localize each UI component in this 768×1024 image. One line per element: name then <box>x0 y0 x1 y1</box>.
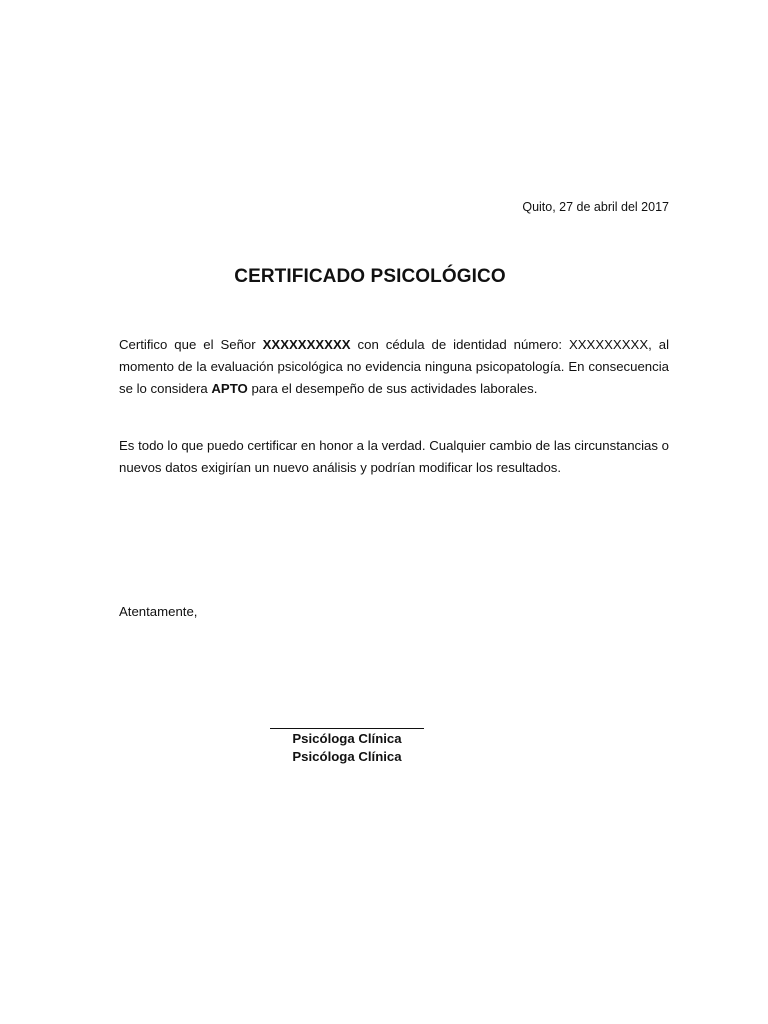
certification-paragraph <box>119 334 669 399</box>
document-title: CERTIFICADO PSICOLÓGICO <box>234 266 506 287</box>
signature-title-2: Psicóloga Clínica <box>292 749 402 764</box>
honor-statement-paragraph: Es todo lo que puedo certificar en honor a la verdad. Cualquier cambio de las circunstancias o nuevos datos exigirían un nuevo análisis y podrían modificar los resultados. <box>119 438 669 475</box>
person-name: XXXXXXXXXX <box>262 337 351 352</box>
closing-salutation: Atentamente, <box>119 604 198 619</box>
document-date: Quito, 27 de abril del 2017 <box>522 200 669 214</box>
paragraph-text-part3: para el desempeño de sus actividades laborales. <box>247 380 538 396</box>
signature-title-1: Psicóloga Clínica <box>292 731 402 746</box>
paragraph-text-part1: Certifico que el Señor <box>119 337 263 352</box>
signature-line <box>270 728 424 729</box>
fitness-status: APTO <box>211 380 248 396</box>
paragraph-text-part2: con cédula de identidad número: XXXXXXXXX, al momento de la evaluación psicológica no evidencia ninguna psicopatología. En consecuencia se lo considera <box>119 337 669 396</box>
